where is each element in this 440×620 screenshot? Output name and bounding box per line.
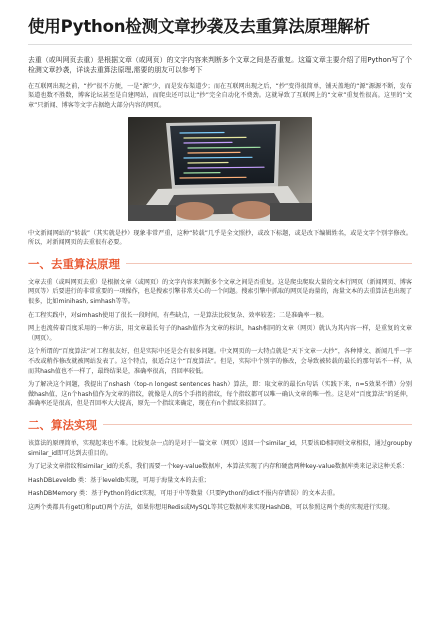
section-heading-1 xyxy=(28,256,412,272)
section-title-2: 二、算法实现 xyxy=(28,417,97,432)
page-title: 使用Python检测文章抄袭及去重算法原理解析 xyxy=(28,17,370,36)
section1-paragraph-3: 网上也流传着百度采用的一种方法，用文章最长句子的hash值作为文章的标识，hash相同的文章（网页）就认为其内容一样，是重复的文章（网页）。 xyxy=(28,325,412,342)
paragraph-background: 在互联网出现之前，“抄”很不方便，一是“源”少，而是发布渠道少；而在互联网出现之后，“抄”变得很简单，铺天盖地的“源”源源不断，发布渠道也数不胜数，博客论坛甚至是自建网站，而爬虫还可以让“抄”完全自动化不费劲。这就导致了互联网上的“文章”重复性很高。这里的“文章”只新闻、博客等文字占据绝大部分内容的网页。 xyxy=(28,82,412,109)
section2-paragraph-4: HashDBMemory 类：基于Python的dict实现，可用于中等数量（只要Python的dict不报内存错误）的文本去重。 xyxy=(28,490,339,498)
section-divider-1 xyxy=(126,263,412,264)
section2-paragraph-3: HashDBLeveldb 类：基于leveldb实现，可用于海量文本的去重； xyxy=(28,476,210,484)
section-title-1: 一、去重算法原理 xyxy=(28,256,120,271)
section2-paragraph-1: 该算法的原理简单，实现起来也不难。比较复杂一点的是对于一篇文章（网页）返回一个similar_id，只要该ID相同则文章相似，通过groupby similar_id即可达到去重目的。 xyxy=(28,439,412,457)
laptop-photo xyxy=(128,117,312,221)
section2-paragraph-5: 这两个类都具有get()和put()两个方法，如果你想用Redis或MySQL等其它数据库来实现HashDB，可以参照这两个类的实现进行实现。 xyxy=(28,503,394,511)
section1-paragraph-4: 这个所谓的“百度算法”对工程很友好，但是实际中还是会有很多问题。中文网页的一大特点就是“天下文章一大抄”，各种博文、新闻几乎一字不改或稍作修改就被网站发表了。这个特点，很适合这个“百度算法”。但是，实际中个别字的修改，会导致被转载的最长的那句话不一样，从而其hash值也不一样了，最终结果是，准确率很高，召回率较低。 xyxy=(28,348,412,375)
intro-paragraph: 去重（或叫网页去重）是根据文章（或网页）的文字内容来判断多个文章之间是否重复。这篇文章主要介绍了用Python写了个检测文章抄袭，详谈去重算法原理,需要的朋友可以参考下 xyxy=(28,56,412,75)
title-divider xyxy=(28,44,412,45)
figure-container xyxy=(28,117,412,221)
figure-caption: 中文新闻网站的“转载”（其实就是抄）现象非常严重，这种“转载”几乎是全文照抄，或改下标题，或是改下编辑姓名，或是文字个别字修改。所以，对新闻网页的去重很有必要。 xyxy=(28,229,412,247)
section1-paragraph-2: 在工程实践中，对simhash使用了很长一段时间，有些缺点，一是算法比较复杂、效率较差；二是准确率一般。 xyxy=(28,311,328,319)
section2-paragraph-2: 为了记录文章指纹和similar_id的关系，我们需要一个key-value数据库，本算法实现了内存和硬盘两种key-value数据库类来记录这种关系： xyxy=(28,463,409,471)
section-divider-2 xyxy=(103,424,412,425)
section-heading-2 xyxy=(28,417,412,433)
section1-paragraph-1: 文章去重（或叫网页去重）是根据文章（或网页）的文字内容来判断多个文章之间是否重复。这是爬虫爬取大量的文本行网页（新闻网页、博客网页等）后要进行的非常重要的一项操作，也是搜索引擎非常关心的一个问题。搜索引擎中抓取的网页是海量的，海量文本的去重算法也出现了很多，比如minihash, simhash等等。 xyxy=(28,278,412,305)
laptop-photo-illustration xyxy=(128,117,312,221)
section1-paragraph-5: 为了解决这个问题，我提出了nshash（top-n longest sentences hash）算法，即：取文章的最长n句话（实践下来，n=5效果不错）分别做hash值，这n个hash值作为文章的指纹，就像是人的5个手指的指纹，每个指纹都可以唯一确认文章的唯一性。这是对“百度算法”的延伸，准确率还是很高，但是召回率大大提高，原先一个指纹来确定，现在有n个指纹来招回了。 xyxy=(28,381,412,408)
